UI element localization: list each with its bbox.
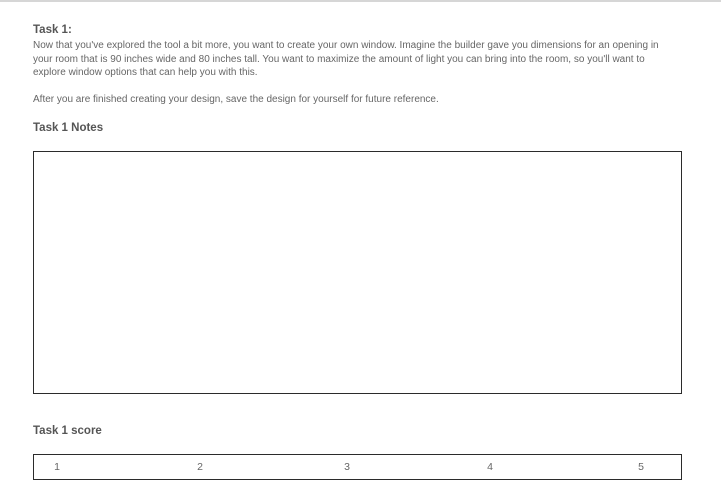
task-title: Task 1: xyxy=(33,24,72,36)
score-option-4[interactable]: 4 xyxy=(487,461,493,473)
score-option-1[interactable]: 1 xyxy=(54,461,60,473)
task-description xyxy=(33,39,678,106)
notes-heading: Task 1 Notes xyxy=(33,122,104,134)
score-option-2[interactable]: 2 xyxy=(197,461,203,473)
top-divider xyxy=(0,0,721,2)
score-heading: Task 1 score xyxy=(33,425,102,437)
score-option-5[interactable]: 5 xyxy=(638,461,644,473)
score-scale xyxy=(33,454,682,480)
task-paragraph-2: After you are finished creating your design, save the design for yourself for future reference. xyxy=(33,93,439,105)
score-option-3[interactable]: 3 xyxy=(344,461,350,473)
task-paragraph-1: Now that you've explored the tool a bit more, you want to create your own window. Imagine the builder gave you dimensions for an opening in your room that is 90 inches wide and 80 inches tall. You want to maximize the amount of light you can bring into the room, so you'll want to explore window options that can help you with this. xyxy=(33,40,659,78)
notes-textarea[interactable] xyxy=(33,151,682,394)
